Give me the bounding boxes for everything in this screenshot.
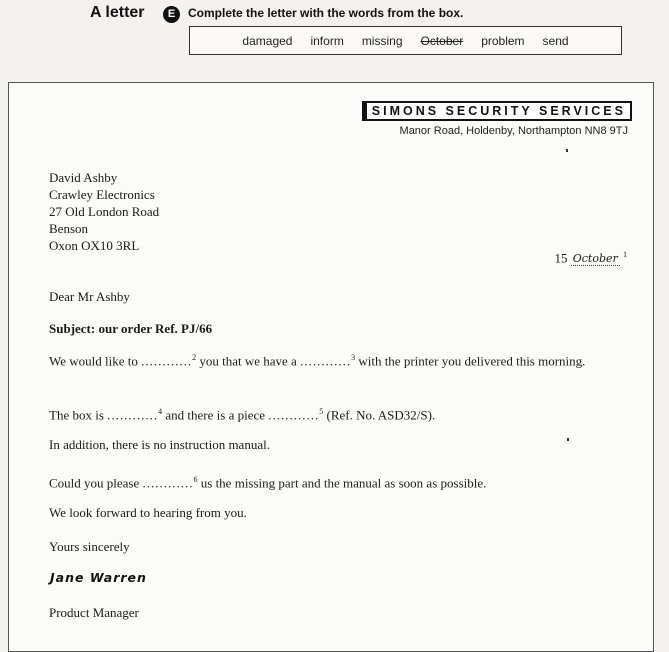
gap-number: 1 xyxy=(623,250,627,259)
gap-number: 2 xyxy=(192,353,197,362)
paper-speck xyxy=(566,149,568,152)
gap-blank[interactable]: ............ xyxy=(107,407,159,423)
section-title: A letter xyxy=(90,4,145,21)
word-box-item: missing xyxy=(361,33,403,48)
text-segment: and there is a piece xyxy=(165,407,266,423)
text-segment: The box is xyxy=(49,407,104,423)
word-box-item: inform xyxy=(310,33,344,48)
text-segment: (Ref. No. ASD32/S). xyxy=(326,407,436,423)
text-segment: with the printer you delivered this morning. xyxy=(358,353,586,369)
word-box-item: problem xyxy=(481,33,525,48)
gap-blank[interactable]: ............ xyxy=(141,353,193,369)
gap-number: 5 xyxy=(319,407,324,416)
task-letter-badge: E xyxy=(163,6,180,23)
recipient-address xyxy=(49,169,159,254)
paragraph-3: In addition, there is no instruction manual. xyxy=(49,437,270,452)
paragraph-2 xyxy=(49,403,629,424)
gap-number: 4 xyxy=(158,407,163,416)
gap-blank[interactable]: ............ xyxy=(142,475,194,491)
word-box-item-used: October xyxy=(420,33,464,48)
paragraph-5: We look forward to hearing from you. xyxy=(49,505,247,520)
recipient-postcode: Oxon OX10 3RL xyxy=(49,238,140,253)
subject-line: Subject: our order Ref. PJ/66 xyxy=(49,321,213,336)
letter-page xyxy=(8,82,654,652)
gap-blank[interactable]: ............ xyxy=(300,353,352,369)
date-day: 15 xyxy=(554,250,568,266)
company-address: Manor Road, Holdenby, Northampton NN8 9TJ xyxy=(399,125,628,137)
gap-blank[interactable]: ............ xyxy=(268,407,320,423)
company-name: SIMONS SECURITY SERVICES xyxy=(362,101,632,121)
recipient-town: Benson xyxy=(49,221,88,236)
letter-date xyxy=(554,250,627,266)
word-box-item: damaged xyxy=(242,33,293,48)
word-box xyxy=(189,26,622,55)
closing: Yours sincerely xyxy=(49,539,130,554)
gap-number: 3 xyxy=(351,353,356,362)
recipient-company: Crawley Electronics xyxy=(49,187,155,202)
greeting: Dear Mr Ashby xyxy=(49,289,130,304)
text-segment: We would like to xyxy=(49,353,138,369)
text-segment: Could you please xyxy=(49,475,140,491)
text-segment: us the missing part and the manual as soon as possible. xyxy=(200,475,487,491)
signatory-position: Product Manager xyxy=(49,605,139,620)
recipient-name: David Ashby xyxy=(49,170,118,185)
task-instruction: Complete the letter with the words from the box. xyxy=(188,6,464,20)
word-box-item: send xyxy=(542,33,569,48)
paragraph-4 xyxy=(49,471,629,492)
gap-number: 6 xyxy=(193,475,198,484)
paragraph-1 xyxy=(49,349,629,370)
text-segment: you that we have a xyxy=(199,353,297,369)
signature: Jane Warren xyxy=(50,570,147,585)
paper-speck xyxy=(567,438,569,441)
date-month-answer: October xyxy=(572,252,618,266)
recipient-street: 27 Old London Road xyxy=(49,204,160,219)
